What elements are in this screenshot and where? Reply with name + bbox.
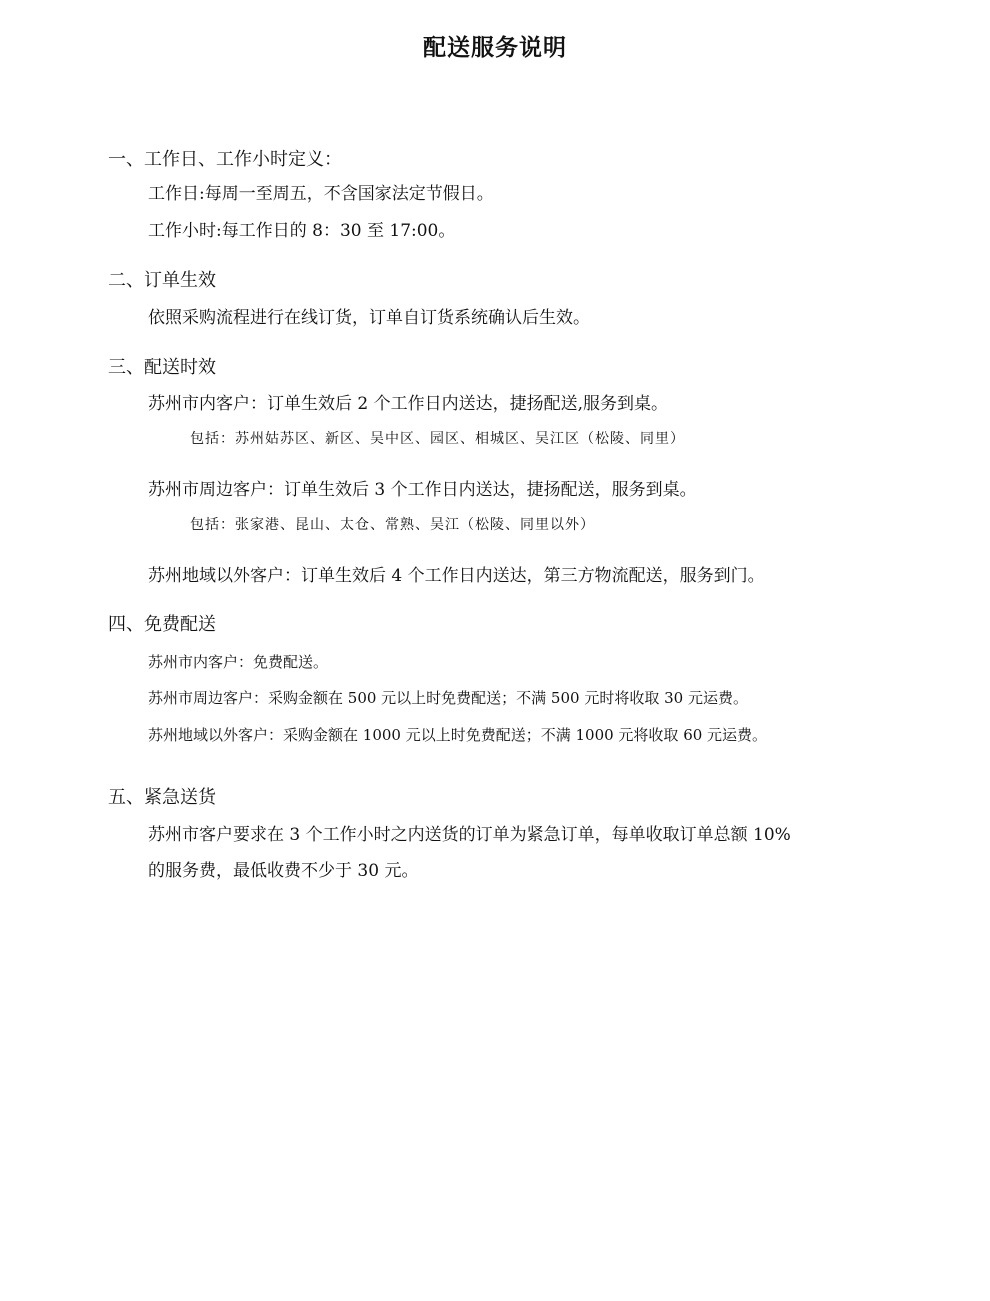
section-sub-line: 包括：张家港、昆山、太仓、常熟、吴江（松陵、同里以外） <box>190 517 595 533</box>
section-small-line: 苏州市内客户：免费配送。 <box>148 653 329 671</box>
section-line: 苏州地域以外客户：订单生效后 4 个工作日内送达，第三方物流配送，服务到门。 <box>148 566 765 586</box>
section-line: 工作小时:每工作日的 8：30 至 17:00。 <box>148 221 456 241</box>
section-heading-free-delivery: 四、免费配送 <box>108 614 216 635</box>
section-heading-work-days: 一、工作日、工作小时定义： <box>108 149 342 170</box>
section-line: 依照采购流程进行在线订货，订单自订货系统确认后生效。 <box>148 308 590 328</box>
section-line: 苏州市内客户：订单生效后 2 个工作日内送达，捷扬配送,服务到桌。 <box>148 394 669 414</box>
section-line: 的服务费，最低收费不少于 30 元。 <box>148 861 419 881</box>
document-title: 配送服务说明 <box>423 35 567 61</box>
section-sub-line: 包括：苏州姑苏区、新区、吴中区、园区、相城区、吴江区（松陵、同里） <box>190 431 685 447</box>
section-small-line: 苏州市周边客户：采购金额在 500 元以上时免费配送；不满 500 元时将收取 30 元运费。 <box>148 689 748 707</box>
section-line: 工作日:每周一至周五，不含国家法定节假日。 <box>148 184 494 204</box>
section-heading-urgent-delivery: 五、紧急送货 <box>108 787 216 808</box>
section-line: 苏州市客户要求在 3 个工作小时之内送货的订单为紧急订单，每单收取订单总额 10% <box>148 825 791 845</box>
section-small-line: 苏州地域以外客户：采购金额在 1000 元以上时免费配送；不满 1000 元将收取 60 元运费。 <box>148 726 768 744</box>
section-heading-delivery-time: 三、配送时效 <box>108 357 216 378</box>
section-heading-order-effective: 二、订单生效 <box>108 270 216 291</box>
section-line: 苏州市周边客户：订单生效后 3 个工作日内送达，捷扬配送，服务到桌。 <box>148 480 697 500</box>
